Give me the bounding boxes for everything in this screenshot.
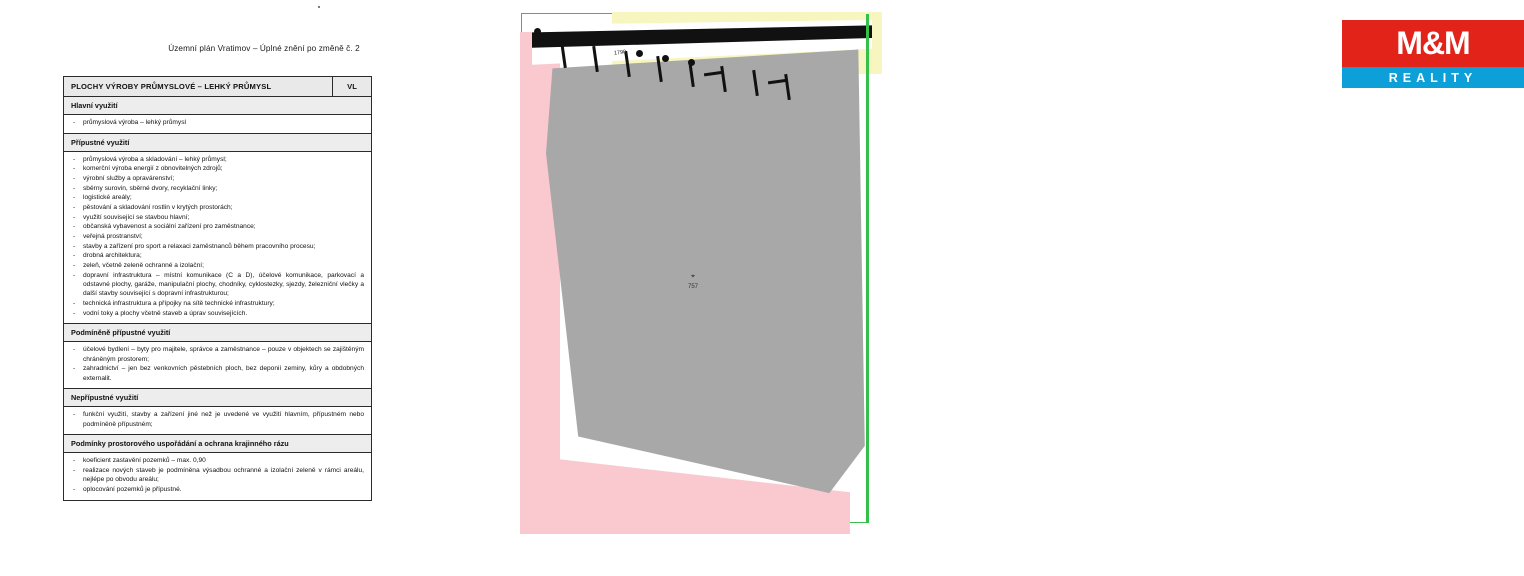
list-item: - výrobní služby a opravárenství; xyxy=(71,174,364,183)
list-item: - oplocování pozemků je přípustné. xyxy=(71,485,364,494)
map-node-dot xyxy=(636,50,643,57)
list-item: - komerční výroba energií z obnovitelných zdrojů; xyxy=(71,164,364,173)
list-item: - realizace nových staveb je podmíněna výsadbou ochranné a izolační zeleně v rámci areálu, nejlépe po obvodu areálu; xyxy=(71,466,364,485)
section-heading: Hlavní využití xyxy=(64,97,371,115)
section-body xyxy=(64,453,371,499)
map-panel xyxy=(512,0,1478,576)
list-item: - stavby a zařízení pro sport a relaxaci zaměstnanců během pracovního procesu; xyxy=(71,242,364,251)
section-body xyxy=(64,152,371,324)
logo-primary xyxy=(1342,20,1524,67)
table-section xyxy=(64,324,371,389)
list-item: - občanská vybavenost a sociální zařízení pro zaměstnance; xyxy=(71,222,364,231)
logo-secondary xyxy=(1342,67,1524,88)
list-item: - funkční využití, stavby a zařízení jiné než je uvedené ve využití hlavním, přípustném nebo podmíněně přípustném; xyxy=(71,410,364,429)
list-item: - dopravní infrastruktura – místní komunikace (C a D), účelové komunikace, parkovací a odstavné plochy, garáže, manipulační plochy, chodníky, cyklostezky, sjezdy, železniční vlečky a další stavby související s dopravní infrastrukturou; xyxy=(71,271,364,299)
map-parcel-label xyxy=(688,272,698,292)
list-item: - pěstování a skladování rostlin v krytých prostorách; xyxy=(71,203,364,212)
section-list xyxy=(71,118,364,127)
table-section xyxy=(64,97,371,134)
list-item: - drobná architektura; xyxy=(71,251,364,260)
document-panel xyxy=(0,0,512,576)
logo-secondary-text: REALITY xyxy=(1388,70,1478,85)
section-list xyxy=(71,410,364,429)
section-list xyxy=(71,456,364,494)
list-item: - veřejná prostranství; xyxy=(71,232,364,241)
table-title-row xyxy=(64,77,371,97)
table-title: PLOCHY VÝROBY PRŮMYSLOVÉ – LEHKÝ PRŮMYSL xyxy=(71,82,272,91)
section-body xyxy=(64,342,371,388)
list-item: - účelové bydlení – byty pro majitele, správce a zaměstnance – pouze v objektech se zajištěným chráněným prostorem; xyxy=(71,345,364,364)
list-item: - koeficient zastavění pozemků – max. 0,90 xyxy=(71,456,364,465)
cadastral-map[interactable] xyxy=(521,13,869,523)
list-item: - zeleň, včetně zeleně ochranné a izolační; xyxy=(71,261,364,270)
section-list xyxy=(71,345,364,383)
section-body xyxy=(64,407,371,434)
section-heading: Podmínky prostorového uspořádání a ochrana krajinného rázu xyxy=(64,435,371,453)
logo xyxy=(1342,20,1524,88)
table-code: VL xyxy=(332,77,371,96)
list-item: - průmyslová výroba a skladování – lehký průmysl; xyxy=(71,155,364,164)
section-heading: Přípustné využití xyxy=(64,134,371,152)
list-item: - sběrny surovin, sběrné dvory, recyklační linky; xyxy=(71,184,364,193)
logo-primary-text: M&M xyxy=(1396,25,1470,61)
map-node-dot xyxy=(662,55,669,62)
table-section xyxy=(64,435,371,499)
regulation-table xyxy=(63,76,372,501)
list-item: - vodní toky a plochy včetně staveb a úprav souvisejících. xyxy=(71,309,364,318)
section-body xyxy=(64,115,371,133)
map-node-dot xyxy=(534,28,541,35)
list-item: - technická infrastruktura a přípojky na sítě technické infrastruktury; xyxy=(71,299,364,308)
table-section xyxy=(64,134,371,325)
list-item: - zahradnictví – jen bez venkovních pěstebních ploch, bez deponií zeminy, kůry a obdobných externalit. xyxy=(71,364,364,383)
section-list xyxy=(71,155,364,318)
map-boundary-edge xyxy=(866,14,869,522)
section-heading: Podmíněně přípustné využití xyxy=(64,324,371,342)
map-road-label: 1790 xyxy=(613,49,627,57)
list-item: - logistické areály; xyxy=(71,193,364,202)
section-heading: Nepřípustné využití xyxy=(64,389,371,407)
map-parcel-highlight xyxy=(546,40,868,512)
list-item: - průmyslová výroba – lehký průmysl xyxy=(71,118,364,127)
document-header: Územní plán Vratimov – Úplné znění po změně č. 2 xyxy=(168,44,360,53)
list-item: - využití související se stavbou hlavní; xyxy=(71,213,364,222)
map-parcel-number: 757 xyxy=(688,283,699,290)
table-section xyxy=(64,389,371,435)
map-pin-icon: ⌖ xyxy=(691,273,695,280)
page-marker-dot xyxy=(318,6,320,8)
